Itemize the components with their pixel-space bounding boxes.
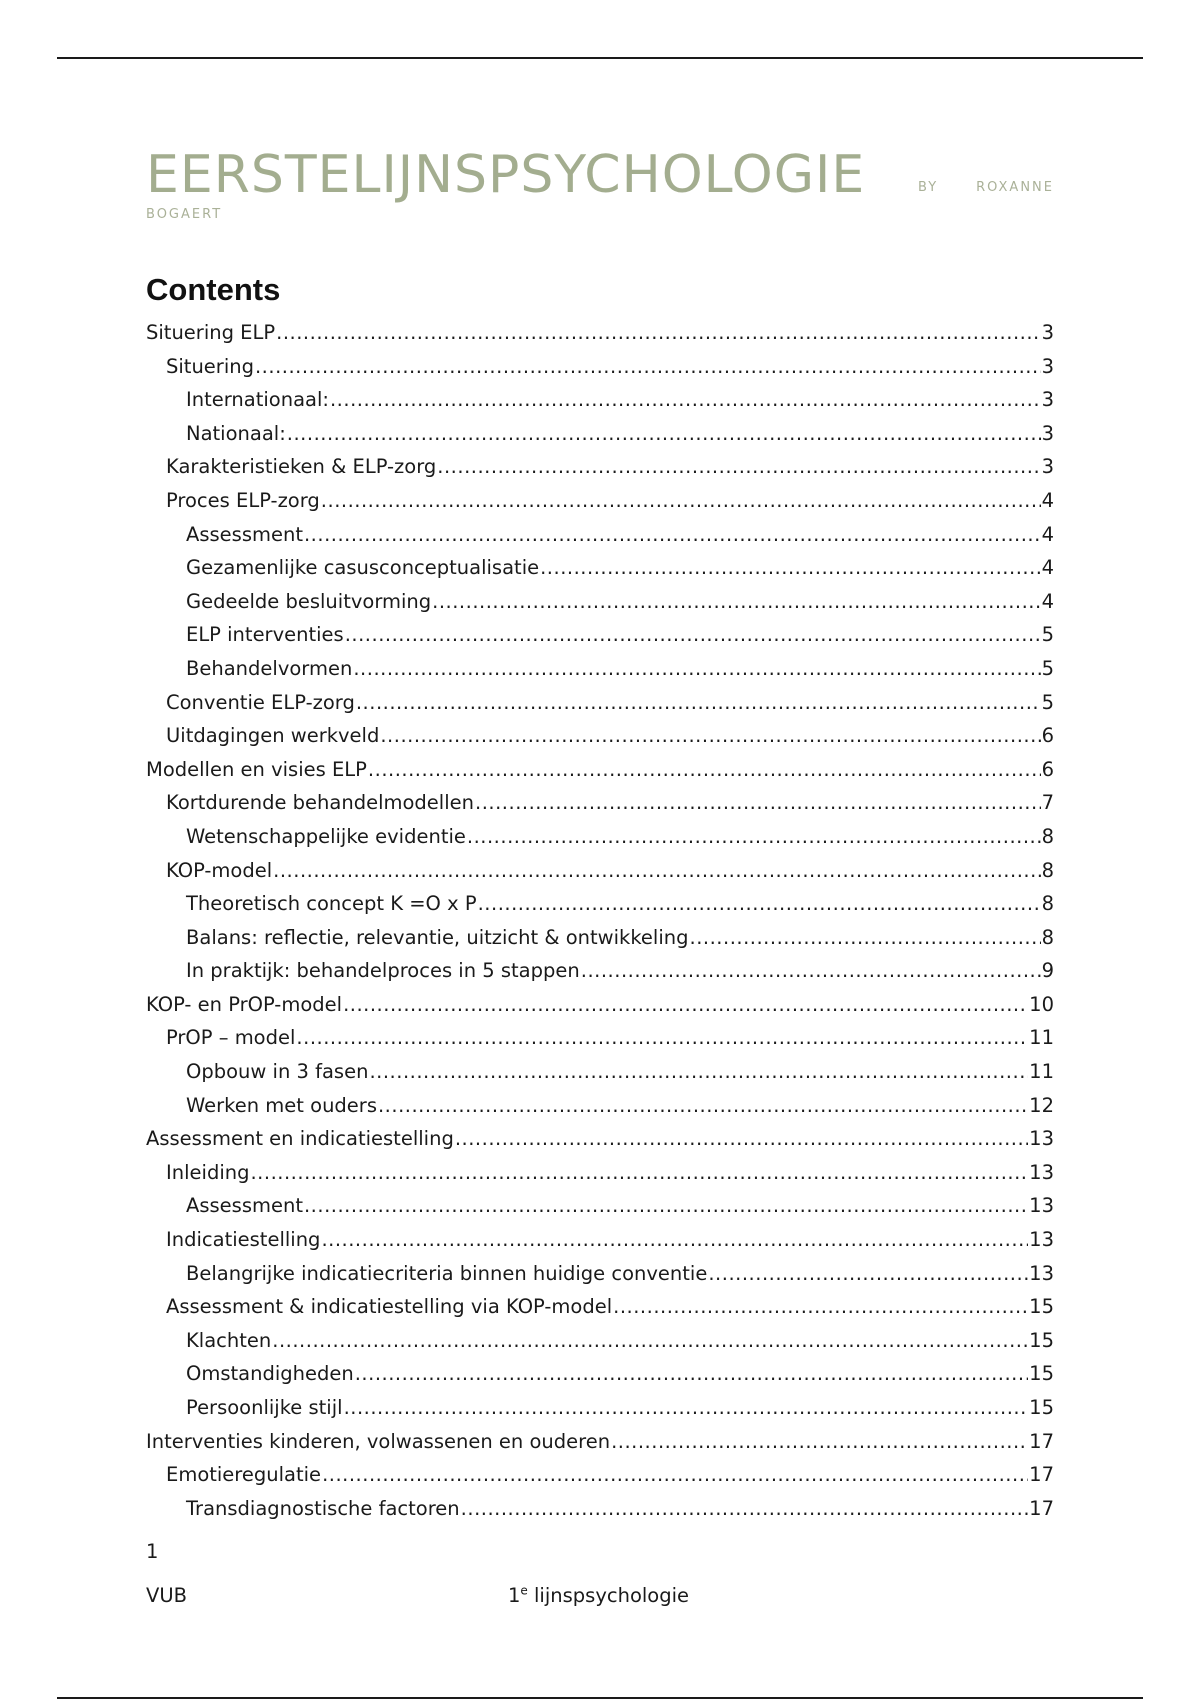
toc-entry-page: 8 [1041,824,1054,848]
toc-entry[interactable] [146,450,1054,484]
toc-entry-title: Behandelvormen [186,656,353,680]
toc-entry-title: Modellen en visies ELP [146,757,367,781]
toc-entry[interactable] [146,1189,1054,1223]
toc-entry-page: 15 [1029,1396,1054,1419]
toc-dot-leader [478,887,1041,921]
toc-dot-leader [276,316,1040,350]
toc-entry-title: Assessment & indicatiestelling via KOP-model [166,1295,613,1319]
toc-dot-leader [272,1324,1028,1358]
toc-entry-title: Theoretisch concept K =O x P [186,892,477,916]
toc-entry-page: 15 [1029,1328,1054,1352]
toc-dot-leader [330,383,1041,417]
toc-entry-title: Belangrijke indicatiecriteria binnen huidige conventie [186,1261,708,1285]
toc-entry[interactable] [146,1055,1054,1089]
toc-entry-page: 4 [1041,556,1054,580]
toc-entry-title: KOP- en PrOP-model [146,992,343,1016]
toc-entry-title: Werken met ouders [186,1093,377,1117]
toc-dot-leader [343,988,1028,1022]
toc-entry-title: ELP interventies [186,623,344,647]
table-of-contents [146,316,1054,1525]
toc-entry-page: 3 [1041,321,1054,344]
footer-course-sup: e [520,1583,528,1598]
toc-dot-leader [611,1425,1028,1459]
toc-entry[interactable] [146,820,1054,854]
contents-heading: Contents [146,272,281,307]
title-block [146,144,1054,224]
toc-entry-page: 9 [1041,959,1054,983]
toc-entry[interactable] [146,954,1054,988]
toc-dot-leader [540,551,1040,585]
toc-entry-title: Emotieregulatie [166,1463,322,1487]
toc-entry-page: 3 [1041,354,1054,378]
toc-dot-leader [369,1055,1028,1089]
page-number: 1 [146,1540,159,1563]
toc-dot-leader [273,854,1040,888]
toc-entry[interactable] [146,719,1054,753]
footer-rule [57,1697,1143,1699]
toc-dot-leader [344,1391,1029,1425]
toc-dot-leader [368,753,1041,787]
toc-entry-title: Persoonlijke stijl [186,1396,343,1419]
toc-entry-page: 3 [1041,388,1054,412]
toc-entry-title: Internationaal: [186,388,329,412]
toc-entry-page: 17 [1029,1496,1054,1520]
toc-entry-page: 8 [1041,925,1054,949]
document-title: EERSTELIJNSPSYCHOLOGIE [146,145,866,205]
toc-entry[interactable] [146,551,1054,585]
toc-dot-leader [304,518,1041,552]
toc-entry-page: 4 [1041,522,1054,546]
toc-entry-page: 12 [1029,1093,1054,1117]
toc-dot-leader [475,786,1041,820]
toc-entry[interactable] [146,1156,1054,1190]
footer-course [508,1584,689,1607]
toc-entry-page: 5 [1041,623,1054,647]
toc-entry[interactable] [146,1089,1054,1123]
toc-entry-title: Conventie ELP-zorg [166,690,355,714]
toc-entry-page: 6 [1041,724,1054,748]
toc-entry[interactable] [146,1290,1054,1324]
toc-entry-page: 11 [1029,1026,1054,1050]
toc-entry-page: 8 [1041,858,1054,882]
toc-dot-leader [321,1223,1028,1257]
toc-entry-page: 11 [1029,1060,1054,1084]
toc-dot-leader [690,921,1041,955]
toc-entry-title: KOP-model [166,858,273,882]
toc-dot-leader [581,954,1041,988]
toc-entry[interactable] [146,484,1054,518]
toc-entry-title: Assessment [186,1194,303,1218]
toc-entry-title: Klachten [186,1328,272,1352]
toc-dot-leader [380,719,1040,753]
toc-dot-leader [437,450,1040,484]
toc-dot-leader [613,1290,1028,1324]
toc-entry-title: Interventies kinderen, volwassenen en ouderen [146,1429,611,1453]
toc-entry[interactable] [146,652,1054,686]
toc-entry-title: Wetenschappelijke evidentie [186,824,466,848]
toc-entry-page: 6 [1041,757,1054,781]
toc-entry[interactable] [146,921,1054,955]
toc-dot-leader [345,618,1041,652]
toc-dot-leader [296,1021,1028,1055]
toc-dot-leader [250,1156,1028,1190]
toc-entry-title: Situering ELP [146,321,276,344]
toc-entry-page: 13 [1029,1160,1054,1184]
toc-entry-title: Transdiagnostische factoren [186,1496,460,1520]
toc-entry-page: 3 [1041,421,1054,445]
toc-entry-title: Kortdurende behandelmodellen [166,791,474,815]
toc-entry-title: Omstandigheden [186,1362,354,1386]
toc-dot-leader [432,585,1040,619]
toc-entry[interactable] [146,585,1054,619]
toc-entry-page: 7 [1041,791,1054,815]
toc-entry[interactable] [146,618,1054,652]
toc-entry[interactable] [146,1021,1054,1055]
toc-dot-leader [708,1257,1028,1291]
byline-author-first: ROXANNE [976,180,1054,195]
toc-entry[interactable] [146,1357,1054,1391]
byline-by: BY [918,180,939,195]
toc-entry-page: 4 [1041,589,1054,613]
toc-entry-title: Balans: reflectie, relevantie, uitzicht & ontwikkeling [186,925,689,949]
toc-dot-leader [467,820,1041,854]
toc-entry-page: 15 [1029,1362,1054,1386]
toc-dot-leader [287,417,1041,451]
toc-entry-title: In praktijk: behandelproces in 5 stappen [186,959,580,983]
toc-entry[interactable] [146,316,1054,350]
toc-entry-page: 13 [1029,1127,1054,1151]
toc-entry-page: 13 [1029,1194,1054,1218]
toc-entry-page: 17 [1029,1463,1054,1487]
toc-entry[interactable] [146,1458,1054,1492]
toc-entry[interactable] [146,417,1054,451]
toc-entry-page: 3 [1041,455,1054,479]
toc-entry-page: 8 [1041,892,1054,916]
footer-course-suffix: lijnspsychologie [527,1584,690,1607]
toc-entry-title: Nationaal: [186,421,286,445]
toc-entry-page: 17 [1029,1429,1054,1453]
toc-entry-title: Gezamenlijke casusconceptualisatie [186,556,540,580]
toc-dot-leader [353,652,1040,686]
toc-entry[interactable] [146,686,1054,720]
toc-entry[interactable] [146,1324,1054,1358]
header-rule [57,57,1143,59]
toc-entry[interactable] [146,1223,1054,1257]
toc-entry-page: 10 [1029,992,1054,1016]
toc-entry[interactable] [146,350,1054,384]
toc-entry-page: 5 [1041,656,1054,680]
toc-entry-title: Situering [166,354,254,378]
toc-entry[interactable] [146,1425,1054,1459]
footer-course-prefix: 1 [508,1584,521,1607]
toc-entry-page: 13 [1029,1261,1054,1285]
toc-dot-leader [355,1357,1028,1391]
byline-author-last: BOGAERT [146,207,223,222]
toc-entry[interactable] [146,753,1054,787]
toc-dot-leader [461,1492,1029,1526]
toc-entry-page: 13 [1029,1228,1054,1252]
toc-entry[interactable] [146,1257,1054,1291]
toc-entry-title: Uitdagingen werkveld [166,724,380,748]
toc-entry[interactable] [146,786,1054,820]
toc-entry[interactable] [146,988,1054,1022]
toc-entry-title: Opbouw in 3 fasen [186,1060,369,1084]
toc-entry-title: Proces ELP-zorg [166,488,320,512]
toc-entry[interactable] [146,887,1054,921]
toc-entry[interactable] [146,1122,1054,1156]
toc-entry-title: PrOP – model [166,1026,296,1050]
footer-institution: VUB [146,1584,187,1607]
toc-entry[interactable] [146,518,1054,552]
toc-entry[interactable] [146,1492,1054,1526]
toc-entry-title: Assessment [186,522,303,546]
toc-entry-title: Gedeelde besluitvorming [186,589,432,613]
toc-dot-leader [304,1189,1028,1223]
toc-dot-leader [455,1122,1028,1156]
toc-dot-leader [356,686,1041,720]
toc-dot-leader [378,1089,1028,1123]
toc-dot-leader [321,484,1041,518]
toc-dot-leader [255,350,1041,384]
toc-entry[interactable] [146,854,1054,888]
toc-entry-title: Assessment en indicatiestelling [146,1127,454,1151]
toc-entry-title: Indicatiestelling [166,1228,321,1252]
toc-entry-page: 4 [1041,488,1054,512]
toc-entry-title: Karakteristieken & ELP-zorg [166,455,437,479]
toc-entry[interactable] [146,383,1054,417]
toc-entry[interactable] [146,1391,1054,1425]
toc-entry-title: Inleiding [166,1160,250,1184]
toc-dot-leader [322,1458,1028,1492]
toc-entry-page: 5 [1041,690,1054,714]
toc-entry-page: 15 [1029,1295,1054,1319]
